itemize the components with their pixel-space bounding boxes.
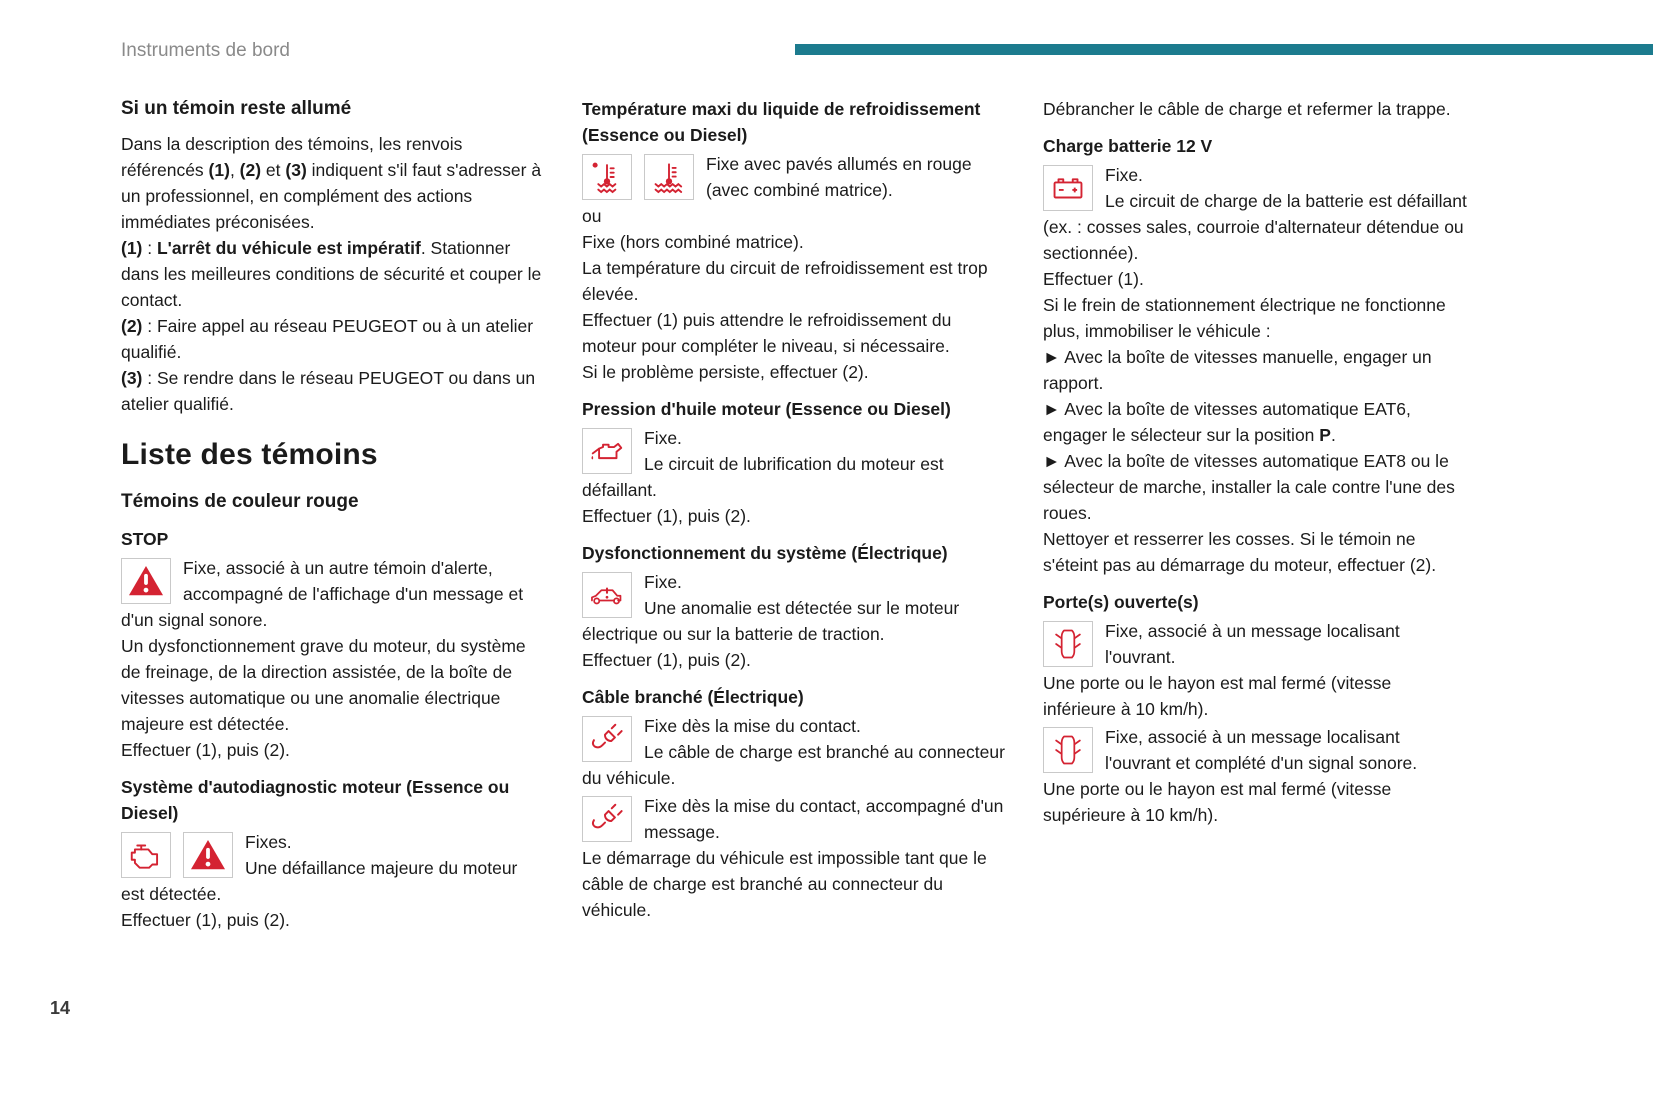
indicator-description: Le câble de charge est branché au connecteur du véhicule. [582, 742, 1005, 788]
indicator-action: Effectuer (1), puis (2). [582, 506, 751, 526]
bullet-eat8-gearbox: ► Avec la boîte de vitesses automatique EAT8 ou le sélecteur de marche, installer la cale contre l'une des roues. [1043, 451, 1455, 523]
running-header: Instruments de bord [121, 40, 290, 61]
warning-entry-temperature [582, 151, 1006, 385]
intro-paragraph: Dans la description des témoins, les renvois référencés (1), (2) et (3) indiquent s'il faut s'adresser à un professionnel, en complément des actions immédiates préconisées. [121, 134, 542, 232]
indicator-description: Une porte ou le hayon est mal fermé (vitesse inférieure à 10 km/h). [1043, 673, 1392, 719]
continuation-paragraph: Débrancher le câble de charge et refermer la trappe. [1043, 99, 1451, 119]
warning-title-stop: STOP [121, 529, 169, 549]
battery-charge-icon [1043, 165, 1093, 211]
indicator-action: Effectuer (1), puis (2). [582, 650, 751, 670]
indicator-description: Le circuit de lubrification du moteur est défaillant. [582, 454, 944, 500]
ref-1-paragraph: (1) : L'arrêt du véhicule est impératif. Stationner dans les meilleures conditions de sécurité et couper le contact. [121, 238, 542, 310]
warning-entry-doors-2 [1043, 724, 1467, 828]
indicator-behavior: Fixe. [1105, 165, 1143, 185]
indicator-description: Une porte ou le hayon est mal fermé (vitesse supérieure à 10 km/h). [1043, 779, 1392, 825]
indicator-description: Une anomalie est détectée sur le moteur électrique ou sur la batterie de traction. [582, 598, 960, 644]
warning-title-cable: Câble branché (Électrique) [582, 687, 804, 707]
ref-3-paragraph: (3) : Se rendre dans le réseau PEUGEOT ou dans un atelier qualifié. [121, 368, 536, 414]
indicator-description: Le démarrage du véhicule est impossible tant que le câble de charge est branché au connecteur du véhicule. [582, 848, 987, 920]
indicator-action: Effectuer (1) puis attendre le refroidissement du moteur pour compléter le niveau, si nécessaire. [582, 310, 952, 356]
warning-entry-doors-1 [1043, 618, 1467, 722]
indicator-action: Effectuer (1). [1043, 269, 1144, 289]
indicator-action-2: Si le problème persiste, effectuer (2). [582, 362, 869, 382]
section-title-temoin-allume: Si un témoin reste allumé [121, 98, 352, 119]
warning-entry-stop [121, 555, 545, 763]
indicator-description: La température du circuit de refroidissement est trop élevée. [582, 258, 988, 304]
indicator-action: Effectuer (1), puis (2). [121, 740, 290, 760]
indicator-behavior: Fixe avec pavés allumés en rouge (avec combiné matrice). [706, 154, 972, 200]
bullet-eat6-gearbox: ► Avec la boîte de vitesses automatique EAT6, engager le sélecteur sur la position P. [1043, 399, 1411, 445]
indicator-behavior: Fixe, associé à un message localisant l'ouvrant. [1105, 621, 1400, 667]
indicator-behavior: Fixe, associé à un autre témoin d'alerte, accompagné de l'affichage d'un message et d'un signal sonore. [121, 558, 524, 630]
column-1 [121, 96, 545, 935]
warning-entry-autodiagnostic [121, 829, 545, 933]
column-3 [1043, 96, 1467, 935]
warning-title-temperature: Température maxi du liquide de refroidissement (Essence ou Diesel) [582, 99, 981, 145]
warning-entry-oil-pressure [582, 425, 1006, 529]
indicator-behavior: Fixe dès la mise du contact. [644, 716, 861, 736]
warning-title-battery: Charge batterie 12 V [1043, 136, 1213, 156]
parking-brake-note: Si le frein de stationnement électrique ne fonctionne plus, immobiliser le véhicule : [1043, 295, 1446, 341]
electric-system-warning-icon [582, 572, 632, 618]
coolant-temperature-matrix-icon [582, 154, 632, 200]
open-doors-icon [1043, 621, 1093, 667]
indicator-description: Le circuit de charge de la batterie est défaillant (ex. : cosses sales, courroie d'alternateur détendue ou sectionnée). [1043, 191, 1467, 263]
ref-2-paragraph: (2) : Faire appel au réseau PEUGEOT ou à un atelier qualifié. [121, 316, 534, 362]
bullet-manual-gearbox: ► Avec la boîte de vitesses manuelle, engager un rapport. [1043, 347, 1432, 393]
page-heading-liste-temoins: Liste des témoins [121, 438, 378, 471]
warning-triangle-icon [183, 832, 233, 878]
column-2 [582, 96, 1006, 935]
indicator-behavior: Fixe, associé à un message localisant l'ouvrant et complété d'un signal sonore. [1105, 727, 1418, 773]
warning-triangle-icon [121, 558, 171, 604]
open-doors-icon [1043, 727, 1093, 773]
warning-entry-cable-1 [582, 713, 1006, 791]
warning-entry-battery [1043, 162, 1467, 578]
warning-title-autodiagnostic: Système d'autodiagnostic moteur (Essence ou Diesel) [121, 777, 510, 823]
engine-icon [121, 832, 171, 878]
indicator-behavior-alt: Fixe (hors combiné matrice). [582, 232, 804, 252]
page-number: 14 [50, 998, 71, 1018]
content-columns [121, 96, 1467, 935]
warning-entry-electric-system [582, 569, 1006, 673]
clean-terminals-note: Nettoyer et resserrer les cosses. Si le témoin ne s'éteint pas au démarrage du moteur, effectuer (2). [1043, 529, 1437, 575]
warning-entry-cable-2 [582, 793, 1006, 923]
charging-cable-icon [582, 796, 632, 842]
warning-title-oil-pressure: Pression d'huile moteur (Essence ou Diesel) [582, 399, 951, 419]
indicator-behavior: Fixe dès la mise du contact, accompagné d'un message. [644, 796, 1004, 842]
subsection-title-temoins-rouges: Témoins de couleur rouge [121, 491, 359, 512]
indicator-behavior: Fixes. [245, 832, 292, 852]
charging-cable-icon [582, 716, 632, 762]
header-accent-bar [795, 44, 1653, 55]
indicator-action: Effectuer (1), puis (2). [121, 910, 290, 930]
warning-title-electric-system: Dysfonctionnement du système (Électrique) [582, 543, 948, 563]
warning-title-doors-open: Porte(s) ouverte(s) [1043, 592, 1199, 612]
oil-pressure-icon [582, 428, 632, 474]
indicator-description: Un dysfonctionnement grave du moteur, du système de freinage, de la direction assistée, de la boîte de vitesses automatique ou une anomalie électrique majeure est détectée. [121, 636, 526, 734]
coolant-temperature-icon [644, 154, 694, 200]
indicator-behavior: Fixe. [644, 428, 682, 448]
indicator-or: ou [582, 206, 602, 226]
indicator-description: Une défaillance majeure du moteur est détectée. [121, 858, 518, 904]
indicator-behavior: Fixe. [644, 572, 682, 592]
